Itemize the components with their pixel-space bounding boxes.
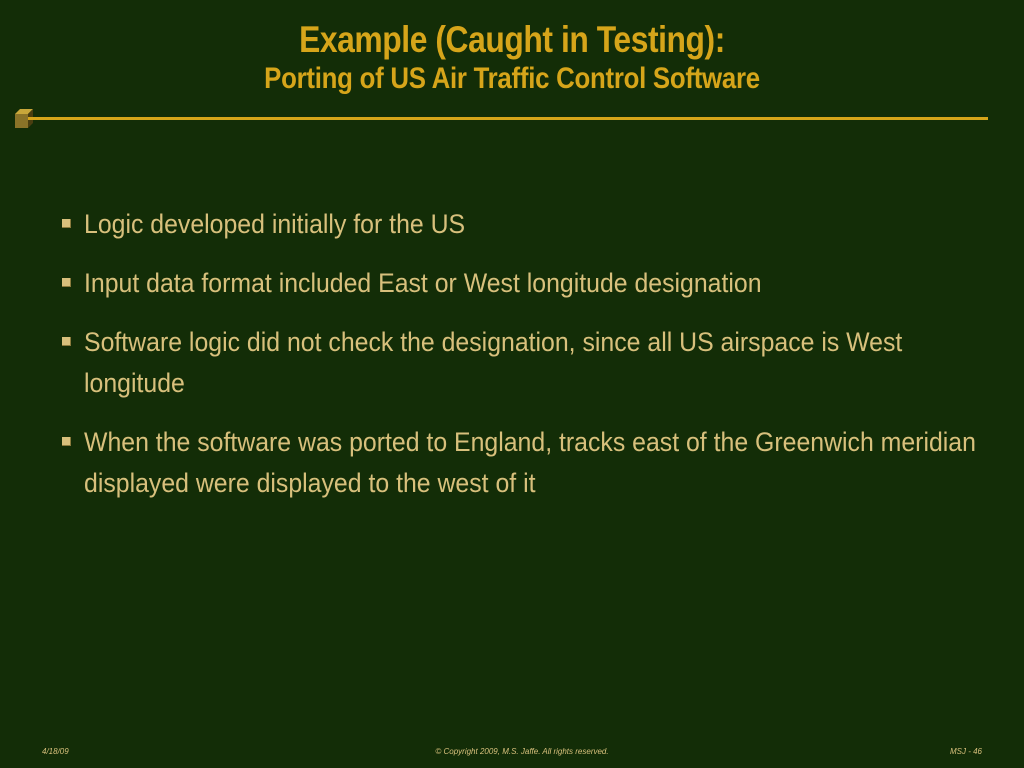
bullet-text: Logic developed initially for the US: [84, 209, 466, 239]
bullet-item: [60, 263, 960, 304]
slide-title: [0, 18, 1024, 96]
bullet-list: [60, 204, 976, 522]
bullet-item: [60, 322, 960, 404]
bullet-text: Software logic did not check the designation, since all US airspace is West longitude: [84, 327, 903, 398]
bullet-item: [60, 204, 960, 245]
footer-page-number: MSJ - 46: [949, 747, 982, 756]
bullet-text: Input data format included East or West longitude designation: [84, 268, 762, 298]
title-line-1: Example (Caught in Testing):: [299, 19, 725, 60]
square-bullet-icon: [62, 219, 71, 228]
footer-copyright: © Copyright 2009, M.S. Jaffe. All rights reserved.: [435, 747, 609, 756]
title-line-2: Porting of US Air Traffic Control Software: [264, 62, 760, 95]
square-bullet-icon: [62, 337, 71, 346]
bullet-text: When the software was ported to England, tracks east of the Greenwich meridian displayed were displayed to the west of it: [84, 427, 976, 498]
footer-date: 4/18/09: [42, 747, 69, 756]
square-bullet-icon: [62, 278, 71, 287]
bullet-item: [60, 422, 976, 504]
title-divider: [28, 117, 988, 120]
square-bullet-icon: [62, 437, 71, 446]
